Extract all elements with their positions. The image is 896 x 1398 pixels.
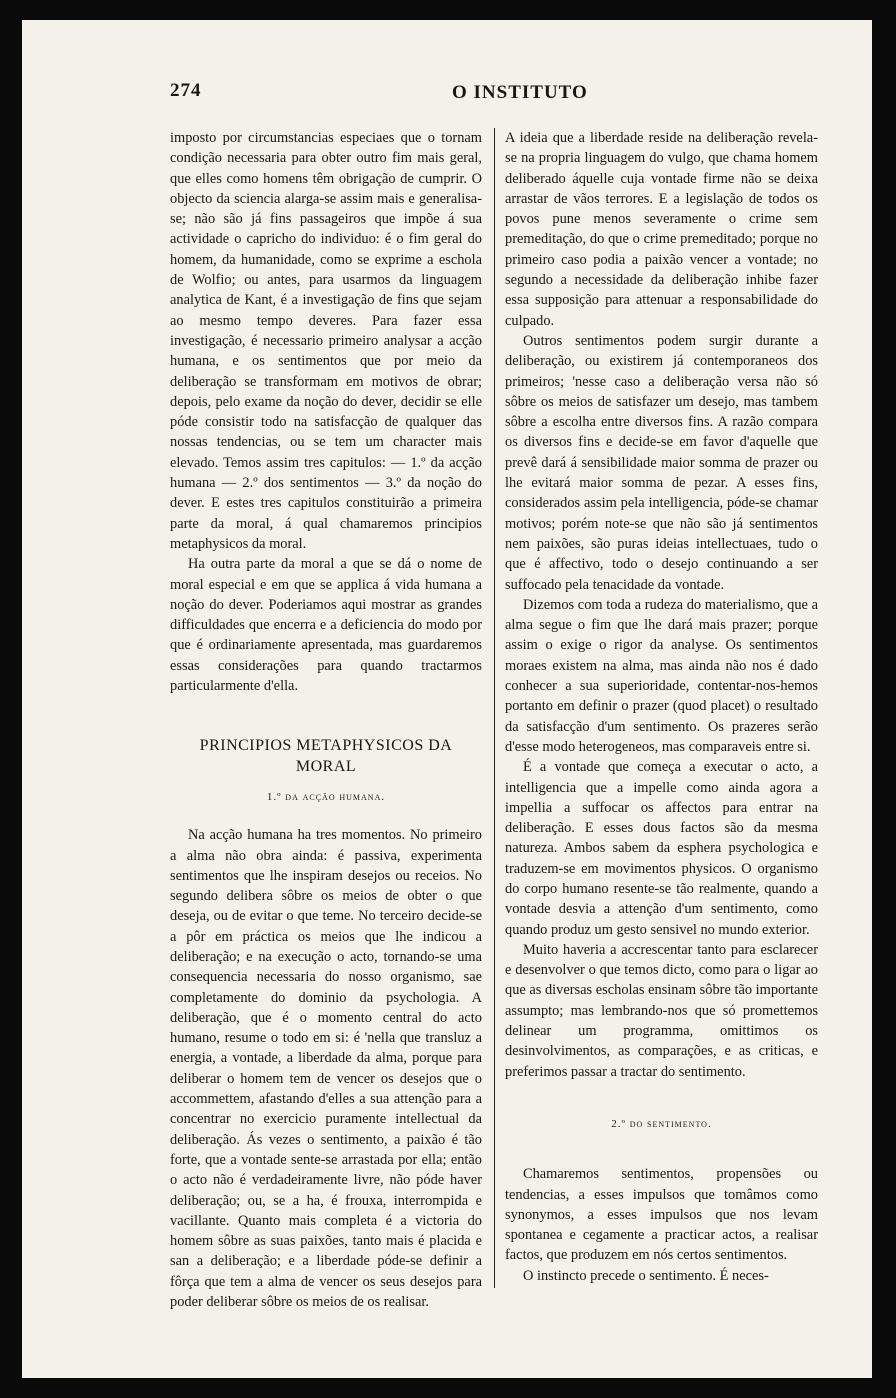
right-paragraph-7: O instincto precede o sentimento. É neces-	[523, 1267, 769, 1284]
left-paragraph-3: Na acção humana ha tres momentos. No primeiro a alma não obra ainda: é passiva, experimenta sentimentos que lhe inspiram desejos ou receios. No segundo delibera sôbre os meios de obter o que deseja, ou de evitar o que teme. No terceiro decide-se a pôr em práctica os meios que lhe indicou a deliberação; e na execução o acto, tornando-se uma consequencia necessaria do nosso organismo, sae completamente do dominio da psychologia. A deliberação, que é o momento central do acto humano, resume o todo em si: é 'nella que transluz a energia, a vontade, a liberdade da alma, porque para deliberar o homem tem de vencer os desejos que o accommettem, afastando d'elles a sua attenção para a concentrar no exercicio puramente intellectual da deliberação. Ás vezes o sentimento, a paixão é tão forte, que a vontade sente-se arrastada por ella; então o acto não é verdadeiramente livre, não póde haver deliberação; ou, se a ha, é frouxa, interrompida e vacillante. Quanto mais completa é a victoria do homem sôbre as suas paixões, tanto mais é placida e san a deliberação; e a liberdade póde-se definir a fôrça que tem a alma de vencer os seus desejos para poder deliberar sôbre os meios de os realisar.	[170, 827, 482, 1311]
subsection-title-2: 2.º do sentimento.	[611, 1117, 712, 1130]
right-paragraph-5: Muito haveria a accrescentar tanto para esclarecer e desenvolver o que temos dicto, como para o ligar ao que as diversas escholas ensinam sôbre tão importante assumpto; mas lembrando-nos que só promettemos delinear um programma, omittimos os desinvolvimentos, as comparações, e as criticas, e preferimos passar a tractar do sentimento.	[505, 941, 818, 1080]
section-title: PRINCIPIOS METAPHYSICOS DA MORAL	[199, 737, 453, 775]
left-column	[170, 128, 482, 1311]
right-paragraph-6: Chamaremos sentimentos, propensões ou tendencias, a esses impulsos que tomâmos como synonymos, a esses impulsos que nos levam spontanea e cegamente a practicar actos, a realisar factos, que produzem em nós certos sentimentos.	[505, 1166, 818, 1264]
running-title: O INSTITUTO	[452, 82, 588, 103]
subsection-title-1: 1.º da acção humana.	[266, 790, 386, 803]
right-paragraph-4: É a vontade que começa a executar o acto, a intelligencia que a impelle como ainda agora a impellia a suffocar os affectos para entrar na deliberação. E esses dous factos são da mesma natureza. Ambos sabem da esphera psychologica e traduzem-se em movimentos physicos. O organismo do corpo humano resente-se tão realmente, quando a vontade desvia a attenção d'um sentimento, como quando produz um gesto sensivel no mundo exterior.	[505, 759, 818, 938]
page-number: 274	[170, 80, 202, 101]
right-paragraph-2: Outros sentimentos podem surgir durante a deliberação, ou existirem já contemporaneos dos primeiros; 'nesse caso a deliberação versa não só sôbre os meios de satisfazer um desejo, mas tambem sôbre a escolha entre diversos fins. A razão compara os diversos fins e decide-se em favor d'aquelle que prevê dará á sensibilidade maior somma de prazer ou lhe evitará maior somma de pezar. A esses fins, considerados assim pela intelligencia, póde-se chamar motivos; porém note-se que não são já sentimentos nem paixões, são puras ideias intellectuaes, tudo o que é affectivo, todo o desejo continuando a ser suffocado pela tenacidade da vontade.	[505, 332, 818, 593]
right-paragraph-3: Dizemos com toda a rudeza do materialismo, que a alma segue o fim que lhe dará mais prazer; porque assim o exige o rigor da analyse. Os sentimentos moraes existem na alma, mas ainda não nos é dado conhecer a sua superioridade, contentar-nos-hemos portanto em definir o prazer (quod placet) o resultado da satisfacção d'um sentimento. Os prazeres serão d'esse modo heterogeneos, mas comparaveis entre si.	[505, 596, 818, 755]
right-paragraph-1: A ideia que a liberdade reside na deliberação revela-se na propria linguagem do vulgo, que chama homem deliberado áquelle cuja vontade firme não se deixa arrastar de vãos terrores. E a legislação de todos os povos pune menos severamente o crime sem premeditação, do que o crime premeditado; porque no primeiro caso podia a paixão vencer a vontade; no segundo a necessidade da deliberação inhibe fazer essa supposição para attenuar a responsabilidade do culpado.	[505, 130, 818, 329]
page-header	[22, 80, 872, 110]
left-paragraph-2: Ha outra parte da moral a que se dá o nome de moral especial e em que se applica á vida humana a noção do dever. Poderiamos aqui mostrar as grandes difficuldades que encerra e a deficiencia do modo por que é ordinariamente apresentada, mas guardaremos essas considerações para quando tractarmos particularmente d'ella.	[170, 556, 482, 695]
left-paragraph-1: imposto por circumstancias especiaes que o tornam condição necessaria para obter outro fim mais geral, que elles como homens têm obrigação de cumprir. O objecto da sciencia alarga-se assim mais e generalisa-se; não são já fins passageiros que impõe á sua actividade o capricho do individuo: é o fim geral do homem, da humanidade, como se exprime a eschola de Wolfio; ou antes, para usarmos da linguagem analytica de Kant, é a investigação de fins que sejam ao mesmo tempo deveres. Para fazer essa investigação, é necessario primeiro analysar a acção humana, e os sentimentos que por meio da deliberação se transformam em motivos de obrar; depois, pelo exame da noção do dever, decidir se elle póde consistir todo na satisfacção de qualquer das nossas tendencias, ou se tem um character mais elevado. Temos assim tres capitulos: — 1.º da acção humana — 2.º dos sentimentos — 3.º da noção do dever. E estes tres capitulos constituirão a primeira parte da moral, á qual chamaremos principios metaphysicos da moral.	[170, 130, 482, 552]
page-sheet	[22, 20, 872, 1378]
right-column	[505, 128, 818, 1298]
column-divider	[494, 128, 495, 1288]
